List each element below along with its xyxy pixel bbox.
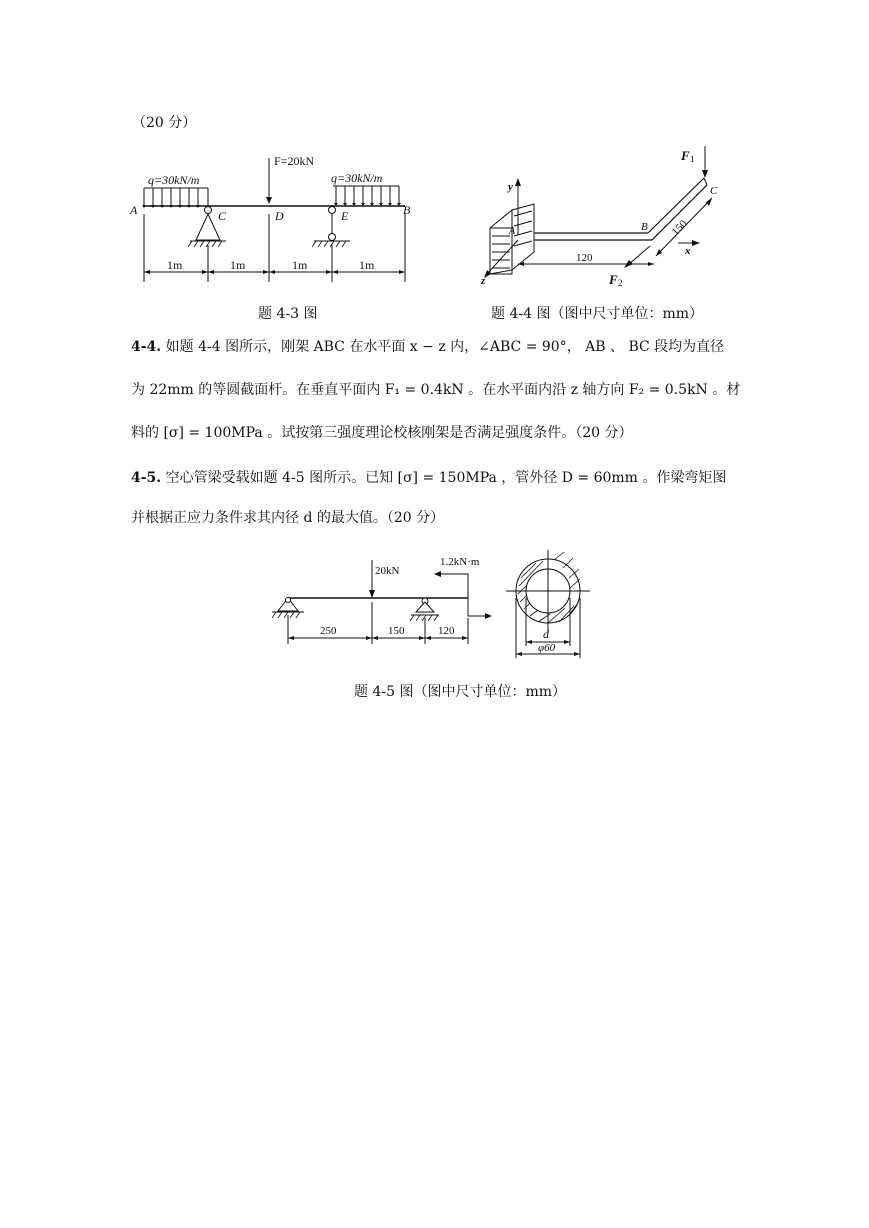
problem-text-line: 料的 [σ] = 100MPa 。试按第三强度理论校核刚架是否满足强度条件。（20 分） [131, 425, 633, 441]
axis-label-x: x [685, 245, 691, 257]
span-label: 120 [438, 625, 455, 637]
distributed-load-arrows-right [336, 186, 399, 203]
f1-subscript: 1 [690, 154, 695, 164]
point-label-c: C [710, 185, 718, 197]
q-right-label: q=30kN/m [331, 171, 383, 185]
problem-number: 4-4. [131, 339, 162, 355]
figure-4-5-caption: 题 4-5 图（图中尺寸单位：mm） [354, 684, 566, 700]
dim-120: 120 [576, 252, 593, 264]
span-label: 1m [167, 258, 183, 272]
dim-150: 150 [669, 217, 690, 239]
axis-label-y: y [508, 181, 513, 193]
span-label: 150 [388, 625, 405, 637]
span-label: 250 [320, 625, 337, 637]
top-score-text: （20 分） [132, 115, 197, 131]
distributed-load-arrows-left [144, 188, 208, 205]
point-label-e: E [341, 209, 349, 223]
figure-4-4-caption: 题 4-4 图（图中尺寸单位：mm） [491, 306, 703, 322]
problem-text-line: 如题 4-4 图所示，刚架 ABC 在水平面 x − z 内，∠ABC = 90°， AB 、 BC 段均为直径 [165, 339, 725, 355]
span-label: 1m [292, 258, 308, 272]
problem-4-4 [131, 340, 724, 354]
problem-number: 4-5. [131, 470, 162, 486]
figure-4-3-caption: 题 4-3 图 [258, 306, 318, 322]
point-label-d: D [275, 209, 284, 223]
problem-text-line: 空心管梁受载如题 4-5 图所示。已知 [σ] = 150MPa ，管外径 D = 60mm 。作梁弯矩图 [165, 470, 727, 486]
span-label: 1m [230, 258, 246, 272]
point-label-b: B [641, 221, 648, 233]
axis-label-z: z [481, 275, 486, 287]
point-label-b: B [403, 203, 411, 217]
figure-4-3 [128, 148, 418, 288]
q-left-label: q=30kN/m [148, 173, 200, 187]
figure-4-4 [478, 140, 720, 290]
point-label-a: A [509, 226, 516, 237]
moment-label: 1.2kN·m [440, 556, 480, 568]
figure-4-5 [268, 548, 598, 668]
f2-label: F [609, 272, 618, 287]
force-label: F=20kN [274, 154, 315, 168]
point-label-c: C [218, 209, 227, 223]
outer-diameter-label: φ60 [538, 642, 556, 654]
inner-diameter-label: d [543, 627, 549, 641]
span-label: 1m [359, 258, 375, 272]
f2-subscript: 2 [618, 278, 623, 288]
problem-4-5 [131, 471, 726, 485]
f1-label: F [681, 148, 690, 163]
problem-text-line: 并根据正应力条件求其内径 d 的最大值。（20 分） [131, 510, 445, 526]
point-label-a: A [130, 203, 138, 217]
problem-text-line: 为 22mm 的等圆截面杆。在垂直平面内 F₁ = 0.4kN 。在水平面内沿 z 轴方向 F₂ = 0.5kN 。材 [131, 382, 741, 398]
load-label: 20kN [375, 565, 400, 577]
